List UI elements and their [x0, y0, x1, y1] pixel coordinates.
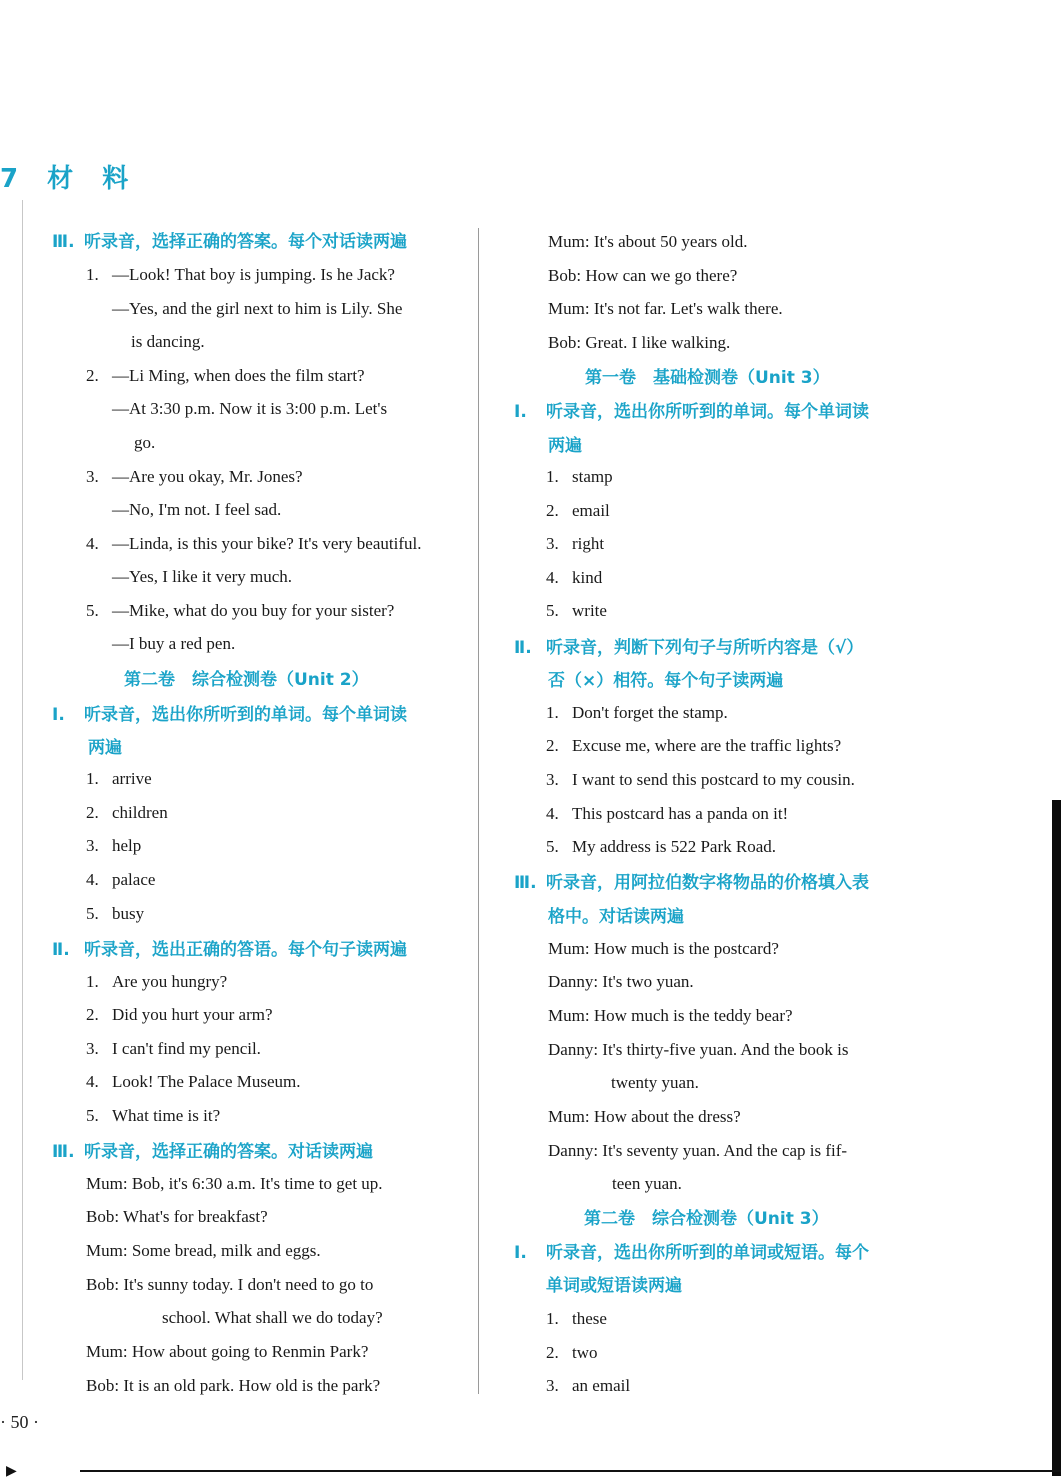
roman-numeral: Ⅲ.: [514, 873, 537, 893]
item-text: children: [112, 803, 168, 822]
list-item-line: go.: [134, 433, 156, 452]
list-item-line: —No, I'm not. I feel sad.: [112, 500, 282, 519]
dialog-text: What's for breakfast?: [123, 1207, 268, 1226]
heading-text-cont: 两遍: [548, 436, 582, 456]
list-item: [546, 1341, 598, 1365]
dialog-line: [86, 1172, 383, 1196]
item-text: help: [112, 836, 142, 855]
dialog-text: It's sunny today. I don't need to go to: [123, 1275, 374, 1294]
dialog-text: How can we go there?: [585, 266, 738, 285]
speaker: Mum:: [548, 232, 590, 251]
dialog-text: It's not far. Let's walk there.: [593, 299, 783, 318]
part-title: 第二卷 综合检测卷（Unit 3）: [584, 1209, 829, 1229]
list-item: [86, 1037, 261, 1061]
item-number: 2.: [86, 366, 99, 385]
item-text: stamp: [572, 467, 613, 486]
dialog-text: How about going to Renmin Park?: [131, 1342, 369, 1361]
speaker: Mum:: [548, 1006, 590, 1025]
item-number: 1.: [86, 972, 99, 991]
item-text: —Mike, what do you buy for your sister?: [112, 601, 395, 620]
speaker: Bob:: [548, 333, 582, 352]
section-heading: [52, 1140, 373, 1164]
list-item: [546, 499, 610, 523]
list-item: [546, 734, 841, 758]
speaker: Bob:: [86, 1376, 120, 1395]
dialog-line: [548, 1139, 847, 1163]
dialog-line: [86, 1273, 373, 1297]
item-text: Are you hungry?: [112, 972, 228, 991]
dialog-line: [548, 1038, 849, 1062]
list-item-line: —Yes, I like it very much.: [112, 567, 293, 586]
item-text: right: [572, 534, 605, 553]
roman-numeral: Ⅱ.: [52, 940, 70, 960]
list-item-line: —Yes, and the girl next to him is Lily. She: [112, 299, 403, 318]
list-item: [546, 768, 855, 792]
item-number: 2.: [86, 1005, 99, 1024]
item-number: 2.: [546, 501, 559, 520]
heading-text: 听录音，选出你所听到的单词。每个单词读: [546, 402, 869, 422]
section-heading: [52, 938, 407, 962]
speaker: Mum:: [86, 1174, 128, 1193]
list-item: [86, 1104, 220, 1128]
heading-text-cont: 单词或短语读两遍: [546, 1276, 682, 1296]
section-heading: [514, 636, 863, 660]
list-item: [86, 1003, 273, 1027]
item-text: write: [572, 601, 607, 620]
item-number: 3.: [546, 1376, 559, 1395]
item-number: 4.: [546, 568, 559, 587]
dialog-text: How much is the postcard?: [593, 939, 779, 958]
heading-text-cont: 格中。对话读两遍: [548, 907, 684, 927]
list-item: [86, 868, 155, 892]
list-item: [546, 599, 607, 623]
left-edge-rule: [22, 200, 23, 1380]
roman-numeral: Ⅰ.: [514, 402, 527, 422]
speaker: Mum:: [548, 939, 590, 958]
dialog-line: [548, 937, 779, 961]
section-heading: [52, 703, 407, 727]
section-heading: [514, 400, 869, 424]
item-number: 1.: [546, 1309, 559, 1328]
item-number: 1.: [86, 769, 99, 788]
arrow-icon: ▶: [6, 1463, 17, 1479]
dialog-text: It's two yuan.: [602, 972, 694, 991]
heading-text: 听录音，选出你所听到的单词或短语。每个: [546, 1243, 869, 1263]
list-item: [86, 364, 365, 388]
item-number: 4.: [86, 870, 99, 889]
item-text: these: [572, 1309, 607, 1328]
list-item: [86, 801, 168, 825]
dialog-line: [86, 1239, 321, 1263]
list-item: [546, 1307, 607, 1331]
part-title: 第一卷 基础检测卷（Unit 3）: [585, 368, 830, 388]
item-number: 4.: [546, 804, 559, 823]
page-number: · 50 ·: [0, 1412, 39, 1432]
item-number: 5.: [86, 904, 99, 923]
dialog-text: It's thirty-five yuan. And the book is: [602, 1040, 849, 1059]
item-number: 4.: [86, 534, 99, 553]
dialog-text: It is an old park. How old is the park?: [123, 1376, 381, 1395]
roman-numeral: Ⅱ.: [514, 638, 532, 658]
speaker: Bob:: [86, 1275, 120, 1294]
item-text: —Look! That boy is jumping. Is he Jack?: [112, 265, 395, 284]
item-text: —Are you okay, Mr. Jones?: [112, 467, 303, 486]
item-text: an email: [572, 1376, 631, 1395]
dialog-line: [86, 1340, 368, 1364]
list-item: [86, 1070, 301, 1094]
page-header-title: 7 材 料: [0, 164, 139, 194]
dialog-text: How much is the teddy bear?: [593, 1006, 793, 1025]
list-item: [546, 802, 788, 826]
item-text: My address is 522 Park Road.: [572, 837, 776, 856]
list-item: [546, 566, 602, 590]
item-number: 2.: [86, 803, 99, 822]
item-number: 4.: [86, 1072, 99, 1091]
item-text: kind: [572, 568, 603, 587]
item-text: arrive: [112, 769, 152, 788]
item-number: 3.: [546, 534, 559, 553]
item-text: email: [572, 501, 610, 520]
dialog-text: It's about 50 years old.: [593, 232, 748, 251]
item-text: Don't forget the stamp.: [572, 703, 728, 722]
dialog-line-cont: school. What shall we do today?: [162, 1308, 383, 1327]
speaker: Mum:: [86, 1241, 128, 1260]
dialog-text: Bob, it's 6:30 a.m. It's time to get up.: [131, 1174, 383, 1193]
speaker: Bob:: [548, 266, 582, 285]
item-text: busy: [112, 904, 145, 923]
dialog-text: Great. I like walking.: [585, 333, 731, 352]
item-number: 2.: [546, 736, 559, 755]
list-item: [86, 599, 394, 623]
dialog-line-cont: twenty yuan.: [611, 1073, 699, 1092]
speaker: Mum:: [548, 299, 590, 318]
dialog-line: [86, 1374, 380, 1398]
item-text: What time is it?: [112, 1106, 221, 1125]
item-number: 3.: [86, 467, 99, 486]
item-number: 3.: [86, 1039, 99, 1058]
item-text: Did you hurt your arm?: [112, 1005, 273, 1024]
item-number: 3.: [546, 770, 559, 789]
heading-text: 听录音，选出你所听到的单词。每个单词读: [84, 705, 407, 725]
list-item: [546, 835, 776, 859]
dialog-line: [548, 264, 737, 288]
heading-text: 听录音，选择正确的答案。对话读两遍: [84, 1142, 373, 1162]
roman-numeral: Ⅲ.: [52, 1142, 75, 1162]
list-item: [546, 1374, 630, 1398]
item-number: 5.: [546, 837, 559, 856]
item-number: 5.: [546, 601, 559, 620]
heading-text-cont: 两遍: [88, 738, 122, 758]
item-text: Excuse me, where are the traffic lights?: [572, 736, 842, 755]
list-item: [546, 465, 613, 489]
column-divider: [478, 228, 479, 1394]
list-item: [86, 465, 303, 489]
item-text: —Linda, is this your bike? It's very beautiful.: [112, 534, 422, 553]
item-text: —Li Ming, when does the film start?: [112, 366, 365, 385]
item-text: I want to send this postcard to my cousin.: [572, 770, 855, 789]
item-number: 5.: [86, 1106, 99, 1125]
section-heading: [52, 230, 407, 254]
dialog-line-cont: teen yuan.: [612, 1174, 682, 1193]
dialog-line: [548, 1004, 793, 1028]
roman-numeral: Ⅰ.: [52, 705, 65, 725]
speaker: Mum:: [548, 1107, 590, 1126]
speaker: Danny:: [548, 972, 599, 991]
item-text: This postcard has a panda on it!: [572, 804, 789, 823]
list-item-line: is dancing.: [131, 332, 205, 351]
heading-text: 听录音，用阿拉伯数字将物品的价格填入表: [546, 873, 869, 893]
dialog-line: [548, 230, 748, 254]
speaker: Danny:: [548, 1141, 599, 1160]
item-text: Look! The Palace Museum.: [112, 1072, 301, 1091]
roman-numeral: Ⅲ.: [52, 232, 75, 252]
list-item: [86, 767, 152, 791]
item-number: 5.: [86, 601, 99, 620]
heading-text: 听录音，选择正确的答案。每个对话读两遍: [84, 232, 407, 252]
section-heading: [514, 1241, 869, 1265]
roman-numeral: Ⅰ.: [514, 1243, 527, 1263]
list-item-line: —I buy a red pen.: [112, 634, 236, 653]
item-number: 2.: [546, 1343, 559, 1362]
item-number: 1.: [546, 467, 559, 486]
section-heading: [514, 871, 869, 895]
item-text: two: [572, 1343, 598, 1362]
speaker: Mum:: [86, 1342, 128, 1361]
dialog-text: It's seventy yuan. And the cap is fif-: [602, 1141, 848, 1160]
list-item: [86, 532, 421, 556]
scan-edge-bar: [1052, 800, 1061, 1476]
item-number: 1.: [86, 265, 99, 284]
item-text: I can't find my pencil.: [112, 1039, 261, 1058]
list-item: [546, 532, 604, 556]
item-number: 1.: [546, 703, 559, 722]
list-item-line: —At 3:30 p.m. Now it is 3:00 p.m. Let's: [112, 399, 388, 418]
list-item: [86, 902, 144, 926]
dialog-text: How about the dress?: [593, 1107, 741, 1126]
heading-text: 听录音，选出正确的答语。每个句子读两遍: [84, 940, 407, 960]
list-item: [86, 834, 141, 858]
part-title: 第二卷 综合检测卷（Unit 2）: [124, 670, 369, 690]
dialog-line: [548, 1105, 741, 1129]
dialog-text: Some bread, milk and eggs.: [131, 1241, 321, 1260]
bottom-rule: [80, 1470, 1061, 1472]
list-item: [86, 970, 227, 994]
list-item: [546, 701, 728, 725]
speaker: Bob:: [86, 1207, 120, 1226]
item-text: palace: [112, 870, 156, 889]
dialog-line: [86, 1205, 268, 1229]
heading-text: 听录音，判断下列句子与所听内容是（√）: [546, 638, 864, 658]
heading-text-cont: 否（×）相符。每个句子读两遍: [548, 671, 784, 691]
list-item: [86, 263, 395, 287]
dialog-line: [548, 331, 730, 355]
dialog-line: [548, 297, 783, 321]
dialog-line: [548, 970, 694, 994]
speaker: Danny:: [548, 1040, 599, 1059]
item-number: 3.: [86, 836, 99, 855]
